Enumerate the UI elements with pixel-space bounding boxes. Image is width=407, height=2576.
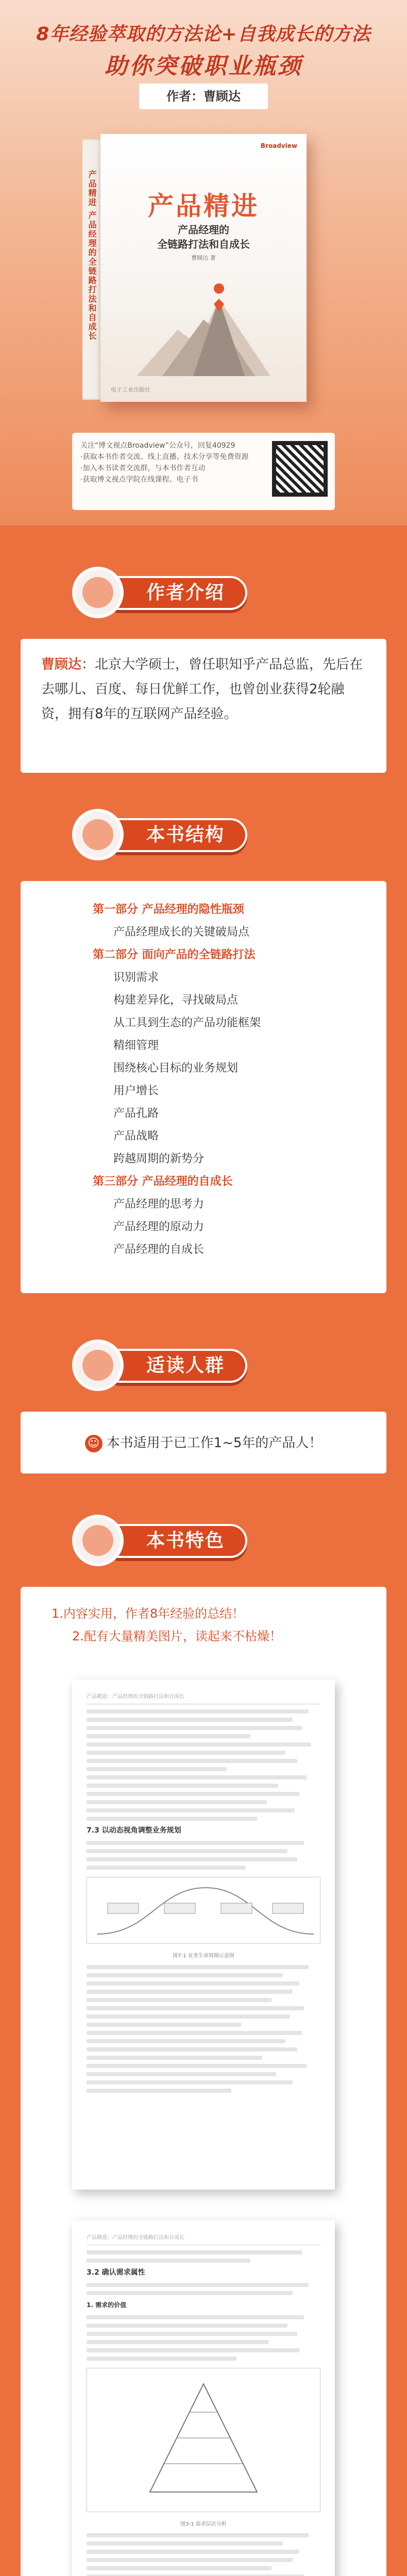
book-subtitle-line1: 产品经理的	[178, 224, 229, 236]
toc-chapter: 从工具到生态的产品功能框架	[113, 1016, 261, 1029]
toc-chapter: 产品经理的自成长	[113, 1243, 205, 1256]
toc-chapter: 用户增长	[113, 1084, 159, 1097]
toc-chapter: 构建差异化，寻找破局点	[113, 994, 239, 1007]
audience-text: 本书适用于已工作1~5年的产品人！	[106, 1435, 323, 1451]
feature-item: 1.内容实用，作者8年经验的总结！	[52, 1606, 245, 1621]
sample-page-heading: 7.3 以动态视角调整业务规划	[87, 1826, 181, 1835]
section-decor-icon	[72, 567, 124, 618]
section-header-author	[0, 567, 407, 629]
sample-page-subheading: 1. 需求的价值	[87, 2301, 127, 2309]
qr-code-icon[interactable]	[272, 441, 328, 497]
hero-banner	[0, 0, 407, 526]
toc-chapter: 围绕核心目标的业务规划	[113, 1062, 239, 1075]
hero-author: 作者：曹顾达	[139, 83, 268, 109]
sample-page-2	[72, 2221, 335, 2576]
author-description: ：北京大学硕士，曾任职知乎产品总监，先后在去哪儿、百度、每日优鲜工作，也曾创业获得2轮融资，拥有8年的互联网产品经验。	[41, 657, 363, 722]
toc-chapter: 产品孔路	[113, 1107, 159, 1120]
toc-chapter: 精细管理	[113, 1039, 159, 1052]
book-subtitle-line2: 全链路打法和自成长	[157, 238, 250, 250]
book-author: 曹顾达 著	[191, 255, 216, 261]
features-list	[52, 1602, 361, 1648]
section-decor-icon	[72, 1515, 124, 1566]
sample-page-header: 产品精进：产品经理的全链路打法和自成长	[87, 2233, 320, 2245]
section-header-audience	[0, 1340, 407, 1401]
book-spine-text: 产品精进 产品经理的全链路打法和自成长	[87, 170, 97, 341]
author-intro	[21, 639, 386, 740]
toc-chapter: 产品经理的思考力	[113, 1198, 205, 1211]
section-title: 本书特色	[103, 1524, 247, 1558]
sample-figure-caption: 图7-1 业务生命周期示意图	[173, 1953, 234, 1959]
book-publisher-logo: Broadview	[260, 142, 297, 149]
section-title: 适读人群	[103, 1349, 247, 1383]
book-spine	[82, 139, 102, 400]
promo-line: ·获取博文视点学院在线课程、电子书	[80, 476, 198, 484]
audience-card	[21, 1412, 386, 1473]
author-card	[21, 639, 386, 773]
sample-figure-caption: 图3-1 需求层次分析	[180, 2521, 227, 2527]
toc-list	[21, 881, 386, 1272]
mountain-illustration	[131, 268, 276, 381]
toc-part-heading: 第三部分 产品经理的自成长	[93, 1175, 233, 1188]
section-decor-icon	[72, 1340, 124, 1391]
toc-chapter: 产品经理成长的关键破局点	[113, 926, 250, 939]
sample-page-1	[72, 1680, 335, 2190]
promo-box	[72, 433, 335, 510]
book-cover	[100, 134, 307, 402]
section-decor-icon	[72, 809, 124, 860]
toc-part-heading: 第一部分 产品经理的隐性瓶颈	[93, 903, 244, 916]
author-name: 曹顾达	[41, 657, 82, 672]
pyramid-diagram	[87, 2368, 320, 2512]
toc-part-heading: 第二部分 面向产品的全链路打法	[93, 948, 256, 961]
sample-page-heading: 3.2 确认需求属性	[87, 2268, 145, 2277]
promo-line: ·获取本书作者交流、线上直播、技术分享等免费资源	[80, 453, 249, 461]
promo-line: 关注“博文视点Broadview”公众号，回复40929	[80, 442, 235, 450]
toc-chapter: 识别需求	[113, 971, 159, 984]
hero-subtitle: 助你突破职业瓶颈	[105, 53, 302, 79]
hero-title: 8年经验萃取的方法论+自我成长的方法	[36, 24, 371, 45]
sample-page-header: 产品精进：产品经理的全链路打法和自成长	[87, 1692, 320, 1704]
section-header-structure	[0, 809, 407, 871]
toc-chapter: 产品经理的原动力	[113, 1221, 205, 1233]
section-title: 本书结构	[103, 818, 247, 852]
lifecycle-diagram	[87, 1877, 320, 1944]
promo-line: ·加入本书读者交流群，与本书作者互动	[80, 464, 206, 472]
toc-chapter: 跨越周期的新势分	[113, 1153, 205, 1165]
book-publisher-text: 电子工业出版社	[111, 386, 150, 393]
feature-item: 2.配有大量精美图片，读起来不枯燥！	[72, 1629, 282, 1643]
toc-card	[21, 881, 386, 1293]
person-icon: ☺	[85, 1435, 103, 1452]
section-header-features	[0, 1515, 407, 1577]
audience-line	[0, 1432, 407, 1452]
book-title: 产品精进	[148, 191, 259, 221]
section-title: 作者介绍	[103, 576, 247, 610]
toc-chapter: 产品战略	[113, 1130, 159, 1143]
